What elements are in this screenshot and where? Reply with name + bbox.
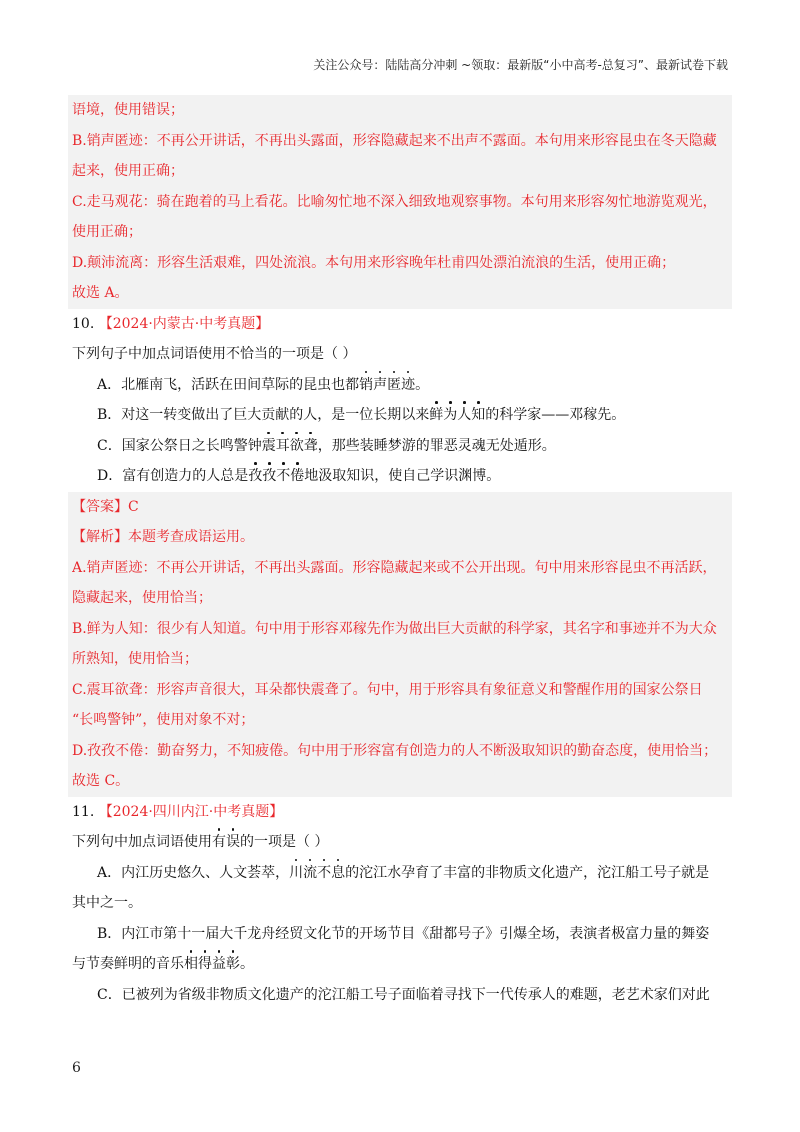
q11-option-b: B．内江市第十一届大千龙舟经贸文化节的开场节目《甜都号子》引爆全场，表演者极富力量的舞姿 [97, 925, 710, 942]
dotted-char: 川 [289, 858, 303, 889]
dotted-char: 销 [359, 370, 373, 401]
analysis-line: A.销声匿迹：不再公开讲话，不再出头露面。形容隐藏起来或不公开出现。句中用来形容昆虫不再活跃， [72, 559, 717, 576]
option-text: C．国家公祭日之长鸣警钟 [97, 437, 262, 454]
analysis-line: C.震耳欲聋：形容声音很大，耳朵都快震聋了。句中，用于形容具有象征意义和警醒作用的国家公祭日 [72, 681, 703, 698]
dotted-char: 欲 [290, 431, 304, 462]
analysis-line: 语境，使用错误； [72, 102, 184, 118]
dotted-char: 不 [276, 461, 290, 492]
q10-answer [72, 492, 728, 523]
option-text: 的沱江水孕育了丰富的非物质文化遗产，沱江船工号子就是 [345, 864, 710, 881]
dotted-char: 得 [198, 949, 212, 980]
option-text: A．内江历史悠久、人文荟萃， [97, 864, 290, 881]
stem-text: 的一项是（ ） [240, 834, 329, 850]
q10-answer-block [68, 492, 732, 797]
dotted-char: 声 [373, 370, 387, 401]
dotted-char: 匿 [387, 370, 401, 401]
q10-option-d [72, 461, 728, 492]
dotted-char: 耳 [276, 431, 290, 462]
dotted-char: 益 [212, 949, 226, 980]
q10-number: 10. [72, 315, 95, 332]
stem-text: 下列句中加点词语使用 [72, 834, 212, 850]
analysis-line: B.鲜为人知：很少有人知道。句中用于形容邓稼先作为做出巨大贡献的科学家，其名字和事迹并不为大众 [72, 620, 717, 637]
option-text: ，那些装睡梦游的罪恶灵魂无处遁形。 [317, 437, 556, 454]
analysis-line: 故选 C。 [72, 773, 130, 789]
q10-stem: 下列句子中加点词语使用不恰当的一项是（ ） [72, 346, 357, 362]
q11-number: 11. [72, 803, 95, 820]
option-text: 。 [415, 376, 430, 393]
analysis-line: 隐藏起来，使用恰当； [72, 590, 212, 606]
dotted-char: 孜 [262, 461, 276, 492]
dotted-char: 鲜 [429, 400, 443, 431]
analysis-line: 使用正确； [72, 224, 142, 240]
analysis-line: 起来，使用正确； [72, 163, 184, 179]
dotted-char: 震 [262, 431, 276, 462]
answer-tag: 【答案】 [72, 498, 128, 515]
dotted-char: 为 [443, 400, 457, 431]
page-content [72, 95, 728, 1010]
q11-stem [72, 827, 728, 858]
analysis-line: B.销声匿迹：不再公开讲话，不再出头露面，形容隐藏起来不出声不露面。本句用来形容昆虫在冬天隐藏 [72, 132, 717, 149]
dotted-char: 不 [317, 858, 331, 889]
dotted-char: 相 [184, 949, 198, 980]
analysis-line: D.颠沛流离：形容生活艰难，四处流浪。本句用来形容晚年杜甫四处漂泊流浪的生活，使用正确； [72, 254, 676, 271]
analysis-intro: 本题考查成语运用。 [128, 529, 254, 545]
page-header: 关注公众号：陆陆高分冲刺 ~领取：最新版“小中高考-总复习”、最新试卷下载 [313, 58, 728, 72]
q11-option-b-continued [72, 949, 728, 980]
q11-option-a-continued: 其中之一。 [72, 895, 142, 911]
q11-option-a [72, 858, 728, 889]
q11-heading [72, 797, 728, 828]
dotted-char: 聋 [304, 431, 318, 462]
option-text: 。 [240, 956, 254, 972]
option-text: 地汲取知识，使自己学识渊博。 [304, 468, 501, 484]
option-text: A．北雁南飞，活跃在田间草际的昆虫也都 [97, 376, 360, 393]
dotted-char: 彰 [226, 949, 240, 980]
q10-option-c [72, 431, 728, 462]
analysis-line: 故选 A。 [72, 285, 129, 301]
dotted-char: 迹 [401, 370, 415, 401]
dotted-char: 有 [212, 827, 226, 858]
dotted-char: 倦 [290, 461, 304, 492]
dotted-char: 人 [457, 400, 471, 431]
q10-option-b [72, 400, 728, 431]
option-text: B．对这一转变做出了巨大贡献的人，是一位长期以来 [97, 407, 430, 423]
q10-heading [72, 309, 728, 340]
q10-analysis-intro [72, 522, 728, 553]
previous-analysis-block [68, 95, 732, 309]
q10-option-a [72, 370, 728, 401]
dotted-char: 知 [471, 400, 485, 431]
option-text: D．富有创造力的人总是 [97, 468, 249, 484]
q10-source: 【2024·内蒙古·中考真题】 [98, 315, 270, 332]
option-text: 的科学家——邓稼先。 [485, 407, 626, 423]
analysis-line: “长鸣警钟”，使用对象不对； [72, 712, 255, 728]
q11-option-c: C．已被列为省级非物质文化遗产的沱江船工号子面临着寻找下一代传承人的难题，老艺术家们对此 [97, 986, 710, 1003]
dotted-char: 误 [226, 827, 240, 858]
q11-source: 【2024·四川内江·中考真题】 [98, 803, 284, 820]
dotted-char: 流 [303, 858, 317, 889]
analysis-line: D.孜孜不倦：勤奋努力，不知疲倦。句中用于形容富有创造力的人不断汲取知识的勤奋态度，使用恰当； [72, 742, 718, 759]
page-number: 6 [72, 1060, 81, 1076]
analysis-line: C.走马观花：骑在跑着的马上看花。比喻匆忙地不深入细致地观察事物。本句用来形容匆忙地游览观光， [72, 193, 717, 210]
dotted-char: 息 [331, 858, 345, 889]
analysis-tag: 【解析】 [72, 529, 128, 545]
analysis-line: 所熟知，使用恰当； [72, 651, 198, 667]
option-text: 与节奏鲜明的音乐 [72, 956, 184, 972]
dotted-char: 孜 [248, 461, 262, 492]
answer-value: C [128, 498, 139, 515]
